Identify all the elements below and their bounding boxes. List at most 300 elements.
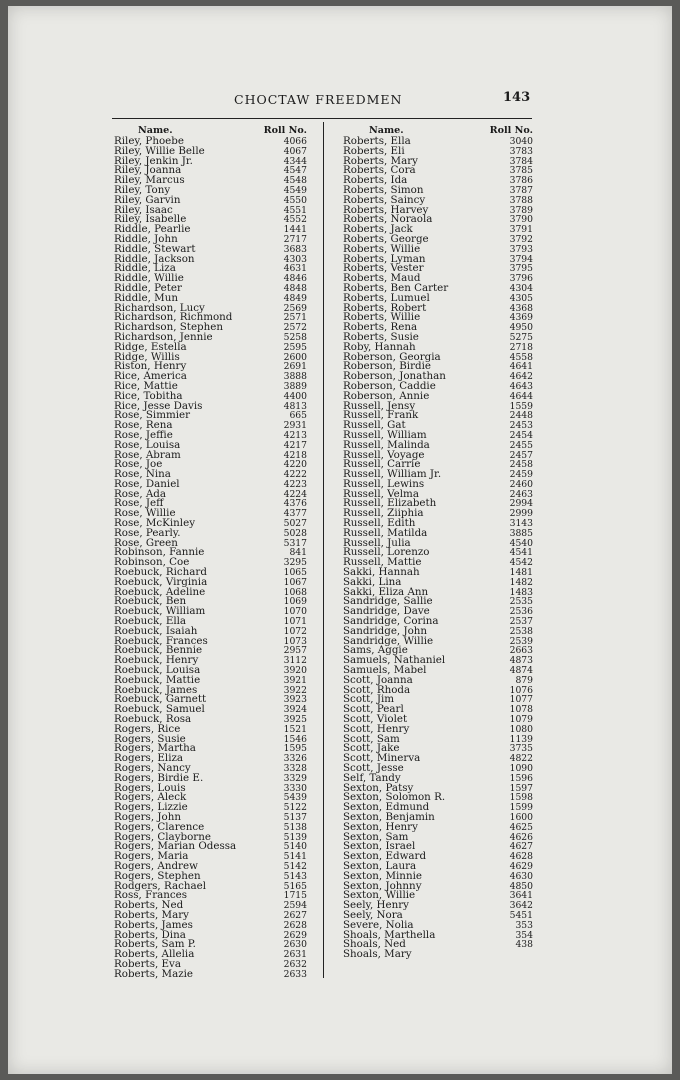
person-name: Rogers, Stephen bbox=[114, 869, 201, 882]
roll-number: 3790 bbox=[509, 214, 533, 226]
roll-number: 4558 bbox=[509, 351, 533, 363]
roll-number: 3924 bbox=[283, 704, 307, 716]
roll-number: 4541 bbox=[509, 547, 533, 559]
roll-number: 3785 bbox=[509, 165, 533, 177]
person-name: Roebuck, Ella bbox=[114, 615, 187, 628]
roll-number: 1481 bbox=[509, 567, 533, 579]
person-name: Shoals, Ned bbox=[343, 938, 406, 951]
person-name: Roberts, Ida bbox=[343, 174, 408, 187]
person-name: Russell, Edith bbox=[343, 517, 416, 530]
roll-number: 4224 bbox=[283, 488, 307, 500]
person-name: Russell, Elizabeth bbox=[343, 497, 437, 510]
person-name: Ross, Frances bbox=[114, 889, 188, 902]
person-name: Roberts, Mazie bbox=[114, 967, 194, 980]
roll-number: 1072 bbox=[283, 625, 307, 637]
person-name: Rogers, Martha bbox=[114, 742, 196, 755]
person-name: Rogers, Louis bbox=[114, 781, 186, 794]
person-name: Russell, William Jr. bbox=[343, 468, 442, 481]
person-name: Robinson, Fannie bbox=[114, 546, 205, 559]
person-name: Rogers, Maria bbox=[114, 850, 189, 863]
roll-number: 3789 bbox=[509, 204, 533, 216]
person-name: Severe, Nolia bbox=[343, 918, 414, 931]
person-name: Sexton, Patsy bbox=[343, 781, 414, 794]
person-name: Russell, William bbox=[343, 428, 427, 441]
roll-number: 4067 bbox=[283, 145, 307, 157]
roll-number: 3795 bbox=[509, 263, 533, 275]
person-name: Riley, Willie Belle bbox=[114, 144, 205, 157]
person-name: Self, Tandy bbox=[343, 771, 401, 784]
person-name: Sandridge, John bbox=[343, 624, 428, 637]
person-name: Sakki, Lina bbox=[343, 575, 402, 588]
person-name: Roberson, Birdie bbox=[343, 360, 431, 373]
person-name: Roberts, George bbox=[343, 232, 429, 245]
roll-number: 1546 bbox=[283, 733, 307, 745]
roll-number: 2628 bbox=[283, 919, 307, 931]
person-name: Sexton, Edmund bbox=[343, 801, 430, 814]
document-page bbox=[8, 6, 672, 1074]
person-name: Scott, Jake bbox=[343, 742, 400, 755]
roll-number: 4629 bbox=[509, 860, 533, 872]
person-name: Roberts, Sam P. bbox=[114, 938, 196, 951]
roll-number: 3889 bbox=[283, 380, 307, 392]
person-name: Roebuck, Rosa bbox=[114, 713, 192, 726]
roll-number: 4549 bbox=[283, 184, 307, 196]
person-name: Russell, Matilda bbox=[343, 526, 428, 539]
person-name: Roebuck, Mattie bbox=[114, 673, 201, 686]
person-name: Roberson, Annie bbox=[343, 389, 430, 402]
roll-number: 3642 bbox=[509, 900, 533, 912]
roll-number: 4369 bbox=[509, 312, 533, 324]
roll-number: 1559 bbox=[509, 400, 533, 412]
roll-number: 4066 bbox=[283, 136, 307, 147]
person-name: Riddle, Stewart bbox=[114, 242, 196, 255]
roll-number: 841 bbox=[289, 547, 307, 559]
person-name: Scott, Violet bbox=[343, 713, 408, 726]
person-name: Samuels, Nathaniel bbox=[343, 654, 446, 667]
roll-number: 1069 bbox=[283, 596, 307, 608]
roll-number: 3922 bbox=[283, 684, 307, 696]
person-name: Roberts, Rena bbox=[343, 321, 418, 334]
roll-number-column-header: Roll No. bbox=[263, 125, 307, 136]
person-name: Rogers, John bbox=[114, 810, 181, 823]
person-name: Riddle, Willie bbox=[114, 272, 184, 285]
person-name: Rodgers, Rachael bbox=[114, 879, 207, 892]
roll-number: 2630 bbox=[283, 939, 307, 951]
person-name: Riley, Tony bbox=[114, 183, 171, 196]
person-name: Rogers, Eliza bbox=[114, 752, 184, 765]
person-name: Roberts, Mary bbox=[114, 908, 189, 921]
person-name: Roberts, Robert bbox=[343, 301, 427, 314]
roll-number: 3791 bbox=[509, 224, 533, 236]
person-name: Russell, Velma bbox=[343, 487, 419, 500]
roll-number: 5275 bbox=[509, 331, 533, 343]
roll-number-column-header: Roll No. bbox=[489, 125, 533, 136]
person-name: Rose, Willie bbox=[114, 507, 176, 520]
roll-number: 5258 bbox=[283, 331, 307, 343]
person-name: Riley, Phoebe bbox=[114, 135, 184, 147]
roll-number: 3735 bbox=[509, 743, 533, 755]
roll-number: 2539 bbox=[509, 635, 533, 647]
person-name: Riston, Henry bbox=[114, 360, 187, 373]
person-name: Rose, Green bbox=[114, 536, 178, 549]
roll-number: 4376 bbox=[283, 498, 307, 510]
person-name: Roebuck, Henry bbox=[114, 654, 199, 667]
roll-number: 4552 bbox=[283, 214, 307, 226]
person-name: Sandridge, Willie bbox=[343, 634, 434, 647]
person-name: Roberson, Georgia bbox=[343, 350, 441, 363]
person-name: Sexton, Minnie bbox=[343, 869, 422, 882]
person-name: Russell, Ziiphia bbox=[343, 507, 424, 520]
roll-number: 5137 bbox=[283, 811, 307, 823]
person-name: Roberts, Ella bbox=[343, 135, 411, 147]
person-name: Roebuck, William bbox=[114, 605, 206, 618]
person-name: Rose, Ada bbox=[114, 487, 167, 500]
person-name: Rice, Tobitha bbox=[114, 389, 183, 402]
person-name: Rose, Louisa bbox=[114, 438, 181, 451]
name-column-header: Name. bbox=[138, 125, 173, 136]
roll-number: 2957 bbox=[283, 645, 307, 657]
person-name: Roberts, Ben Carter bbox=[343, 281, 449, 294]
roll-number: 2632 bbox=[283, 958, 307, 970]
person-name: Roberts, Willie bbox=[343, 242, 421, 255]
roll-number: 5122 bbox=[283, 802, 307, 814]
roll-number: 4303 bbox=[283, 253, 307, 265]
roll-number: 1595 bbox=[283, 743, 307, 755]
roll-number: 3329 bbox=[283, 772, 307, 784]
roll-number: 4950 bbox=[509, 322, 533, 334]
person-name: Roberts, Simon bbox=[343, 183, 424, 196]
person-name: Sams, Aggie bbox=[343, 644, 408, 657]
person-name: Roberts, Ned bbox=[114, 899, 184, 912]
person-name: Rogers, Nancy bbox=[114, 762, 191, 774]
roll-number: 1078 bbox=[509, 704, 533, 716]
roll-number: 4846 bbox=[283, 273, 307, 285]
person-name: Roberts, Maud bbox=[343, 272, 421, 285]
person-name: Russell, Gat bbox=[343, 419, 406, 432]
roll-number: 5439 bbox=[283, 792, 307, 804]
roll-number: 4400 bbox=[283, 390, 307, 402]
person-name: Sexton, Sam bbox=[343, 830, 409, 843]
person-name: Roberts, Allelia bbox=[114, 948, 195, 961]
person-name: Roebuck, Isaiah bbox=[114, 624, 198, 637]
person-name: Rose, Simmier bbox=[114, 409, 191, 422]
person-name: Scott, Sam bbox=[343, 732, 400, 745]
roll-number: 4223 bbox=[283, 478, 307, 490]
roll-number: 2460 bbox=[509, 478, 533, 490]
person-name: Seely, Nora bbox=[343, 908, 403, 921]
roll-number: 4848 bbox=[283, 282, 307, 294]
person-name: Riley, Marcus bbox=[114, 174, 185, 187]
roll-number: 2994 bbox=[509, 498, 533, 510]
roll-number: 4644 bbox=[509, 390, 533, 402]
roll-number: 1596 bbox=[509, 772, 533, 784]
person-name: Sandridge, Corina bbox=[343, 615, 439, 628]
roll-number: 1070 bbox=[283, 606, 307, 618]
person-name: Roby, Hannah bbox=[343, 340, 416, 353]
roll-number: 2448 bbox=[509, 410, 533, 422]
person-name: Sexton, Johnny bbox=[343, 879, 422, 892]
person-name: Scott, Henry bbox=[343, 722, 410, 735]
roll-number: 3885 bbox=[509, 527, 533, 539]
person-name: Roberts, Noraola bbox=[343, 213, 433, 226]
roll-number: 2931 bbox=[283, 420, 307, 432]
roll-number: 2594 bbox=[283, 900, 307, 912]
person-name: Roberts, James bbox=[114, 918, 193, 931]
roll-number: 4874 bbox=[509, 665, 533, 677]
roll-number: 4813 bbox=[283, 400, 307, 412]
person-name: Rice, Mattie bbox=[114, 379, 178, 392]
person-name: Rogers, Lizzie bbox=[114, 801, 188, 814]
person-name: Rose, Abram bbox=[114, 448, 181, 461]
roll-number: 1090 bbox=[509, 763, 533, 774]
person-name: Sakki, Eliza Ann bbox=[343, 585, 429, 598]
roll-number: 5028 bbox=[283, 527, 307, 539]
person-name: Riley, Isaac bbox=[114, 203, 173, 216]
page-number: 143 bbox=[503, 90, 531, 105]
roll-number: 1483 bbox=[509, 586, 533, 598]
roll-number: 4304 bbox=[509, 282, 533, 294]
person-name: Sexton, Benjamin bbox=[343, 810, 435, 823]
person-name: Richardson, Richmond bbox=[114, 311, 233, 324]
person-name: Rose, Pearly. bbox=[114, 526, 181, 539]
roll-number: 2999 bbox=[509, 508, 533, 520]
roll-number: 3921 bbox=[283, 674, 307, 686]
roll-number: 4626 bbox=[509, 831, 533, 843]
roll-number: 2454 bbox=[509, 429, 533, 441]
roll-number: 1068 bbox=[283, 586, 307, 598]
person-name: Rogers, Marian Odessa bbox=[114, 840, 237, 853]
person-name: Roberts, Cora bbox=[343, 164, 416, 177]
person-name: Rogers, Aleck bbox=[114, 791, 187, 804]
person-name: Riley, Jenkin Jr. bbox=[114, 154, 193, 167]
person-name: Sexton, Israel bbox=[343, 840, 416, 853]
person-name: Rose, Nina bbox=[114, 468, 171, 481]
roll-number: 2536 bbox=[509, 606, 533, 618]
roll-number: 4305 bbox=[509, 292, 533, 304]
roll-number: 3796 bbox=[509, 273, 533, 285]
roll-number: 1600 bbox=[509, 811, 533, 823]
roll-list bbox=[345, 137, 533, 960]
roll-number: 5139 bbox=[283, 831, 307, 843]
roll-number: 879 bbox=[515, 674, 533, 686]
roll-number: 3920 bbox=[283, 665, 307, 677]
name-column-header: Name. bbox=[369, 125, 404, 136]
person-name: Riddle, Pearlie bbox=[114, 223, 191, 236]
roll-number: 3793 bbox=[509, 243, 533, 255]
roll-number: 2463 bbox=[509, 488, 533, 500]
roll-number: 2453 bbox=[509, 420, 533, 432]
roll-number: 3786 bbox=[509, 175, 533, 187]
roll-number: 4540 bbox=[509, 537, 533, 549]
roll-number: 3923 bbox=[283, 694, 307, 706]
roll-number: 4368 bbox=[509, 302, 533, 314]
person-name: Ridge, Estella bbox=[114, 340, 187, 353]
person-name: Rose, Jeff bbox=[114, 497, 164, 510]
roll-number: 4547 bbox=[283, 165, 307, 177]
roll-number: 1482 bbox=[509, 576, 533, 588]
person-name: Roebuck, Garnett bbox=[114, 693, 207, 706]
roll-number: 1080 bbox=[509, 723, 533, 735]
roll-number: 1715 bbox=[283, 890, 307, 902]
person-name: Scott, Minerva bbox=[343, 752, 421, 765]
person-name: Roberson, Jonathan bbox=[343, 370, 446, 383]
person-name: Rose, Rena bbox=[114, 419, 173, 432]
person-name: Rogers, Clarence bbox=[114, 820, 205, 833]
person-name: Roebuck, Ben bbox=[114, 595, 187, 608]
person-name: Russell, Malinda bbox=[343, 438, 430, 451]
person-name: Rose, McKinley bbox=[114, 517, 196, 530]
roll-number: 4642 bbox=[509, 371, 533, 383]
roll-number: 2663 bbox=[509, 645, 533, 657]
roll-number: 4641 bbox=[509, 361, 533, 373]
roll-number: 4548 bbox=[283, 175, 307, 187]
person-name: Russell, Carrie bbox=[343, 458, 421, 471]
person-name: Riley, Joanna bbox=[114, 164, 182, 177]
roll-number: 2571 bbox=[283, 312, 307, 324]
roll-number: 4217 bbox=[283, 439, 307, 451]
roll-number: 5141 bbox=[283, 851, 307, 863]
roll-number: 2458 bbox=[509, 459, 533, 471]
person-name: Sexton, Willie bbox=[343, 889, 416, 902]
person-name: Roberts, Willie bbox=[343, 311, 421, 324]
roll-number: 3326 bbox=[283, 753, 307, 765]
roll-number: 3683 bbox=[283, 243, 307, 255]
roll-number: 3330 bbox=[283, 782, 307, 794]
person-name: Rose, Jeffie bbox=[114, 428, 173, 441]
roll-number: 3794 bbox=[509, 253, 533, 265]
person-name: Shoals, Marthella bbox=[343, 928, 436, 941]
roll-number: 438 bbox=[515, 939, 533, 951]
person-name: Russell, Mattie bbox=[343, 556, 422, 569]
roll-number: 3040 bbox=[509, 136, 533, 147]
roll-number: 4222 bbox=[283, 469, 307, 481]
roll-number: 1521 bbox=[283, 723, 307, 735]
person-name: Rose, Daniel bbox=[114, 477, 180, 490]
roll-number: 3295 bbox=[283, 557, 307, 569]
person-name: Riddle, Jackson bbox=[114, 252, 195, 265]
person-name: Riley, Isabelle bbox=[114, 213, 187, 226]
roll-number: 1077 bbox=[509, 694, 533, 706]
roll-number: 354 bbox=[515, 929, 533, 941]
roll-number: 2691 bbox=[283, 361, 307, 373]
roll-list bbox=[114, 137, 307, 980]
roll-number: 4849 bbox=[283, 292, 307, 304]
person-name: Rose, Joe bbox=[114, 458, 163, 471]
person-name: Roberts, Harvey bbox=[343, 203, 429, 216]
roll-number: 2569 bbox=[283, 302, 307, 314]
person-name: Seely, Henry bbox=[343, 899, 409, 912]
roll-number: 2537 bbox=[509, 616, 533, 628]
roll-number: 2600 bbox=[283, 351, 307, 363]
roll-entry bbox=[345, 950, 533, 960]
person-name: Roebuck, Bennie bbox=[114, 644, 203, 657]
person-name: Roebuck, Samuel bbox=[114, 703, 205, 716]
roll-number: 4625 bbox=[509, 821, 533, 833]
person-name: Sexton, Solomon R. bbox=[343, 791, 446, 804]
roll-number: 3787 bbox=[509, 184, 533, 196]
roll-number: 4627 bbox=[509, 841, 533, 853]
roll-column-right bbox=[345, 125, 533, 960]
person-name: Roebuck, Virginia bbox=[114, 575, 208, 588]
person-name: Scott, Rhoda bbox=[343, 683, 411, 696]
roll-number: 4630 bbox=[509, 870, 533, 882]
person-name: Roberts, Dina bbox=[114, 928, 186, 941]
person-name: Scott, Pearl bbox=[343, 703, 404, 716]
roll-number: 3784 bbox=[509, 155, 533, 167]
roll-number: 4550 bbox=[283, 194, 307, 206]
person-name: Rogers, Clayborne bbox=[114, 830, 211, 843]
person-name: Sexton, Laura bbox=[343, 859, 417, 872]
person-name: Rice, America bbox=[114, 370, 187, 383]
running-title: CHOCTAW FREEDMEN bbox=[234, 92, 403, 107]
header-rule bbox=[112, 118, 532, 119]
person-name: Sandridge, Dave bbox=[343, 605, 430, 618]
roll-number: 4344 bbox=[283, 155, 307, 167]
person-name: Russell, Frank bbox=[343, 409, 419, 422]
roll-number: 2631 bbox=[283, 949, 307, 961]
person-name: Rogers, Susie bbox=[114, 732, 186, 745]
roll-number: 2629 bbox=[283, 929, 307, 941]
roll-number: 1598 bbox=[509, 792, 533, 804]
roll-number: 5165 bbox=[283, 880, 307, 892]
roll-number: 3792 bbox=[509, 233, 533, 245]
roll-number: 2459 bbox=[509, 469, 533, 481]
roll-number: 2572 bbox=[283, 322, 307, 334]
person-name: Riddle, John bbox=[114, 232, 178, 245]
person-name: Sexton, Edward bbox=[343, 850, 427, 863]
roll-number: 3925 bbox=[283, 714, 307, 726]
roll-number: 4850 bbox=[509, 880, 533, 892]
roll-number: 2455 bbox=[509, 439, 533, 451]
person-name: Roberts, Lyman bbox=[343, 252, 426, 265]
person-name: Roebuck, Adeline bbox=[114, 585, 206, 598]
roll-number: 4542 bbox=[509, 557, 533, 569]
person-name: Russell, Jensy bbox=[343, 399, 416, 412]
person-name: Roebuck, Frances bbox=[114, 634, 208, 647]
column-divider bbox=[323, 122, 324, 978]
person-name: Riley, Garvin bbox=[114, 193, 181, 206]
roll-number: 1065 bbox=[283, 567, 307, 579]
person-name: Roberts, Eli bbox=[343, 144, 405, 157]
roll-number: 1139 bbox=[509, 733, 533, 745]
roll-number: 1599 bbox=[509, 802, 533, 814]
person-name: Roberts, Mary bbox=[343, 154, 418, 167]
person-name: Richardson, Stephen bbox=[114, 321, 223, 334]
roll-number: 2717 bbox=[283, 233, 307, 245]
person-name: Scott, Jim bbox=[343, 693, 395, 706]
person-name: Roberts, Jack bbox=[343, 223, 413, 236]
person-name: Roberts, Eva bbox=[114, 957, 182, 970]
person-name: Rogers, Birdie E. bbox=[114, 771, 204, 784]
roll-number: 4643 bbox=[509, 380, 533, 392]
roll-number: 5138 bbox=[283, 821, 307, 833]
person-name: Rogers, Rice bbox=[114, 722, 181, 735]
roll-number: 5317 bbox=[283, 537, 307, 549]
person-name: Russell, Julia bbox=[343, 536, 411, 549]
roll-number: 5027 bbox=[283, 518, 307, 530]
roll-number: 2535 bbox=[509, 596, 533, 608]
person-name: Sexton, Henry bbox=[343, 820, 418, 833]
person-name: Russell, Voyage bbox=[343, 448, 425, 461]
roll-number: 1597 bbox=[509, 782, 533, 794]
roll-number: 5142 bbox=[283, 860, 307, 872]
person-name: Sakki, Hannah bbox=[343, 566, 420, 579]
person-name: Roberts, Saincy bbox=[343, 193, 426, 206]
roll-column-left bbox=[114, 125, 307, 980]
person-name: Russell, Lewins bbox=[343, 477, 425, 490]
person-name: Riddle, Mun bbox=[114, 291, 178, 304]
roll-number: 4873 bbox=[509, 655, 533, 667]
